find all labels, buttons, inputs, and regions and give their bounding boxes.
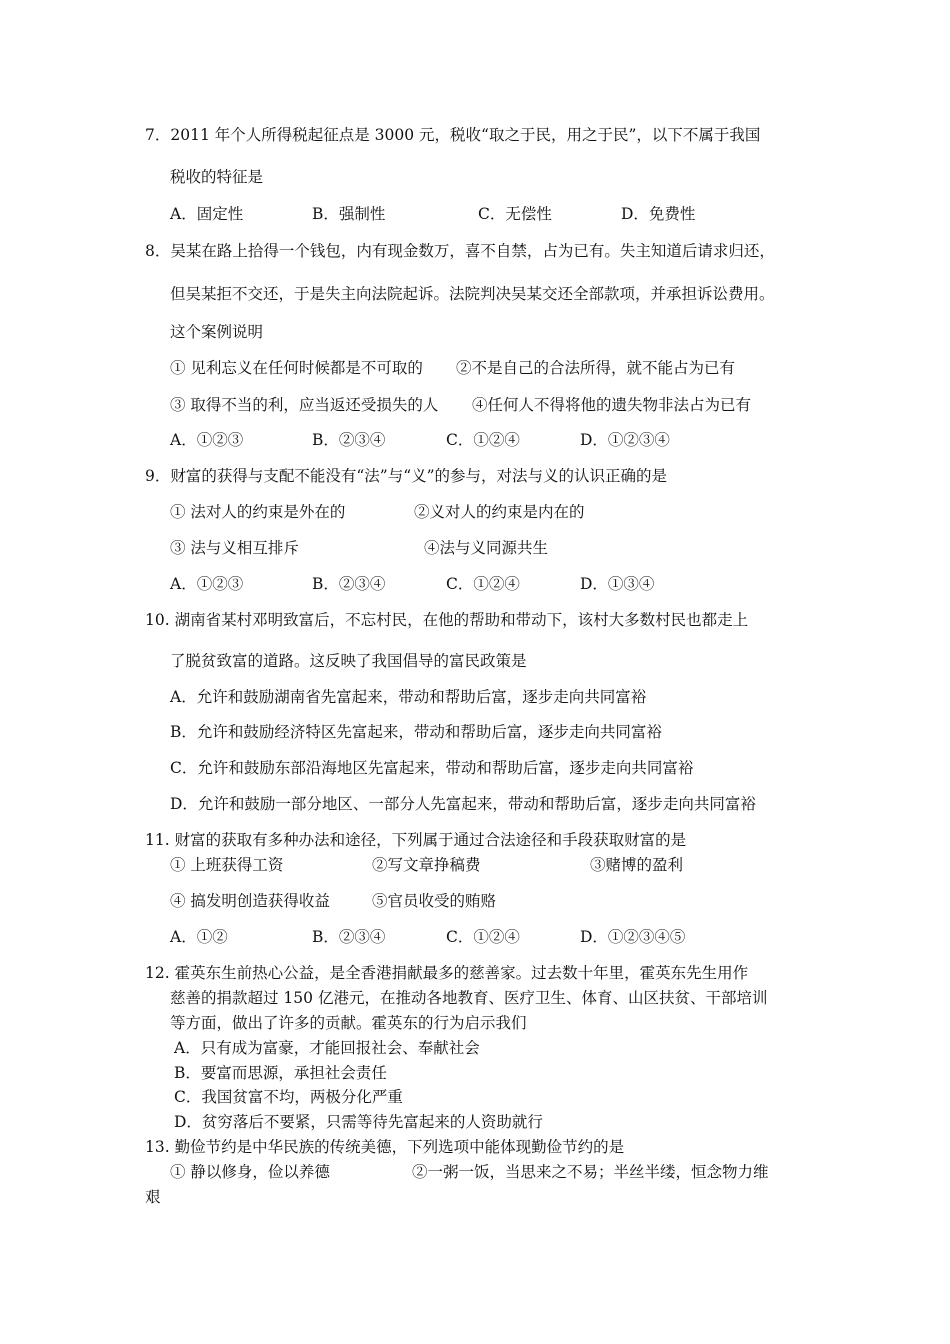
q9-stem-line1: 9．财富的获得与支配不能没有“法”与“义”的参与，对法与义的认识正确的是	[145, 467, 668, 485]
q9-statement-1: ① 法对人的约束是外在的	[170, 503, 346, 521]
q12-stem-line3: 等方面，做出了许多的贡献。霍英东的行为启示我们	[170, 1014, 527, 1032]
q11-stem-line1: 11. 财富的获取有多种办法和途径，下列属于通过合法途径和手段获取财富的是	[145, 831, 687, 849]
q13-statement-2-continuation: 艰	[145, 1188, 161, 1206]
q8-statement-2: ②不是自己的合法所得，就不能占为已有	[456, 359, 736, 377]
q9-statement-2: ②义对人的约束是内在的	[414, 503, 585, 521]
q9-statement-4: ④法与义同源共生	[424, 539, 549, 557]
q11-option-b: B．②③④	[312, 928, 386, 946]
q7-option-b: B．强制性	[312, 205, 386, 223]
q13-statement-1: ① 静以修身，俭以养德	[170, 1163, 330, 1181]
q8-statement-4: ④任何人不得将他的遗失物非法占为已有	[472, 396, 752, 414]
q12-option-c: C．我国贫富不均，两极分化严重	[174, 1088, 403, 1106]
q12-stem-line2: 慈善的捐款超过 150 亿港元，在推动各地教育、医疗卫生、体育、山区扶贫、干部培训	[170, 989, 768, 1007]
q11-statement-1: ① 上班获得工资	[170, 856, 284, 874]
q7-option-a: A．固定性	[170, 205, 244, 223]
q8-stem-line3: 这个案例说明	[170, 323, 264, 341]
q13-statement-2: ②一粥一饭，当思来之不易；半丝半缕，恒念物力维	[412, 1163, 769, 1181]
q7-option-c: C．无偿性	[478, 205, 552, 223]
q8-stem-line1: 8．吴某在路上拾得一个钱包，内有现金数万，喜不自禁，占为已有。失主知道后请求归还，	[145, 242, 775, 260]
q8-option-a: A．①②③	[170, 431, 244, 449]
q12-option-a: A．只有成为富豪，才能回报社会、奉献社会	[174, 1039, 480, 1057]
q7-stem-line2: 税收的特征是	[170, 168, 264, 186]
q12-option-b: B．要富而思源，承担社会责任	[174, 1064, 387, 1082]
q11-option-d: D．①②③④⑤	[580, 928, 686, 946]
q11-statement-3: ③赌博的盈利	[590, 856, 684, 874]
q8-option-d: D．①②③④	[580, 431, 670, 449]
q12-option-d: D．贫穷落后不要紧，只需等待先富起来的人资助就行	[174, 1113, 543, 1131]
q13-stem-line1: 13. 勤俭节约是中华民族的传统美德，下列选项中能体现勤俭节约的是	[145, 1138, 625, 1156]
q11-option-a: A．①②	[170, 928, 228, 946]
q12-stem-line1: 12. 霍英东生前热心公益，是全香港捐献最多的慈善家。过去数十年里，霍英东先生用作	[145, 964, 749, 982]
q11-option-c: C．①②④	[446, 928, 520, 946]
q10-option-a: A．允许和鼓励湖南省先富起来，带动和帮助后富，逐步走向共同富裕	[170, 688, 647, 706]
q11-statement-5: ⑤官员收受的贿赂	[372, 892, 497, 910]
q8-option-c: C．①②④	[446, 431, 520, 449]
q9-statement-3: ③ 法与义相互排斥	[170, 539, 299, 557]
q10-stem-line2: 了脱贫致富的道路。这反映了我国倡导的富民政策是	[170, 652, 527, 670]
q7-stem-line1: 7．2011 年个人所得税起征点是 3000 元，税收“取之于民，用之于民”，以下不属于我国	[145, 126, 761, 144]
q10-option-d: D．允许和鼓励一部分地区、一部分人先富起来，带动和帮助后富，逐步走向共同富裕	[170, 795, 756, 813]
q9-option-d: D．①③④	[580, 575, 655, 593]
q9-option-a: A．①②③	[170, 575, 244, 593]
q8-statement-3: ③ 取得不当的利，应当返还受损失的人	[170, 396, 439, 414]
q10-stem-line1: 10. 湖南省某村邓明致富后，不忘村民，在他的帮助和带动下，该村大多数村民也都走上	[145, 611, 749, 629]
q8-statement-1: ① 见利忘义在任何时候都是不可取的	[170, 359, 423, 377]
q7-option-d: D．免费性	[621, 205, 696, 223]
q10-option-b: B．允许和鼓励经济特区先富起来，带动和帮助后富，逐步走向共同富裕	[170, 723, 662, 741]
q9-option-c: C．①②④	[446, 575, 520, 593]
q10-option-c: C．允许和鼓励东部沿海地区先富起来，带动和帮助后富，逐步走向共同富裕	[170, 759, 694, 777]
q9-option-b: B．②③④	[312, 575, 386, 593]
q8-option-b: B．②③④	[312, 431, 386, 449]
q11-statement-4: ④ 搞发明创造获得收益	[170, 892, 330, 910]
q11-statement-2: ②写文章挣稿费	[372, 856, 481, 874]
q8-stem-line2: 但吴某拒不交还，于是失主向法院起诉。法院判决吴某交还全部款项，并承担诉讼费用。	[170, 285, 775, 303]
